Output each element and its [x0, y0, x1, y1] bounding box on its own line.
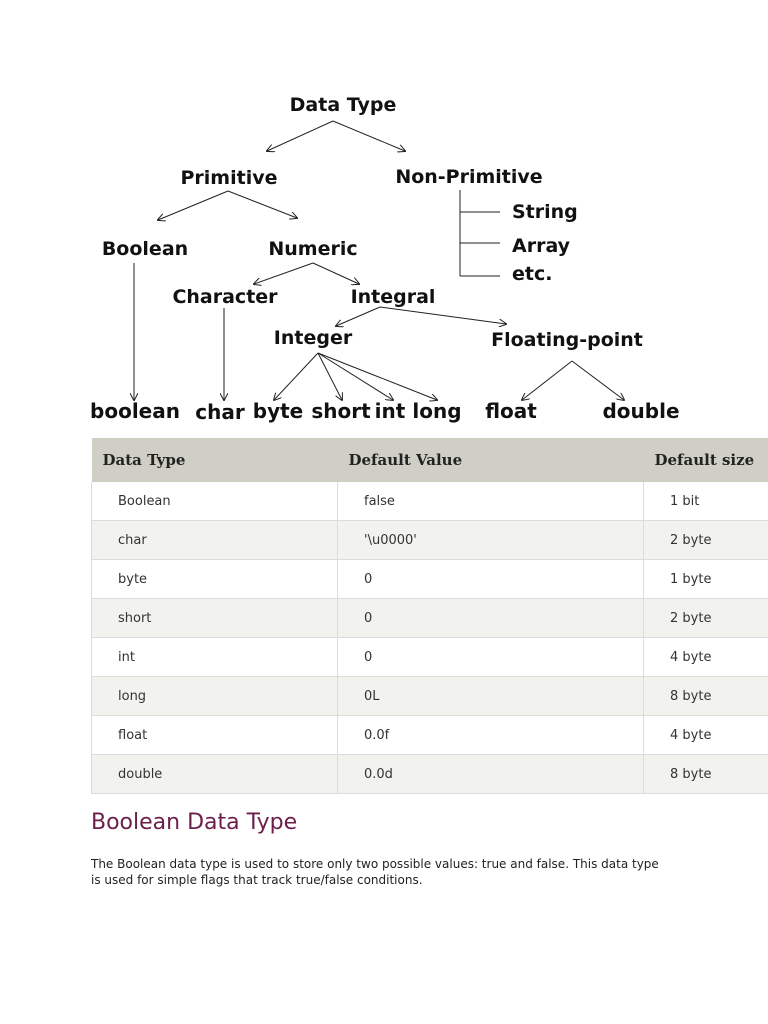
node-array: Array: [512, 235, 571, 257]
edge-numeric-integral: [313, 263, 359, 284]
diagram-nodes: [102, 94, 643, 351]
edge-floating-float: [522, 361, 572, 400]
leaf-double: double: [602, 399, 680, 423]
edge-integral-integer: [336, 307, 380, 326]
leaf-int: int: [374, 399, 406, 423]
cell-data-type: short: [92, 599, 338, 638]
edge-numeric-character: [254, 263, 313, 284]
edge-floating-double: [572, 361, 624, 400]
diagram-edges: [134, 121, 624, 400]
node-character: Character: [172, 286, 278, 308]
cell-default-value: false: [338, 482, 644, 521]
cell-default-value: 0: [338, 599, 644, 638]
cell-default-size: 8 byte: [644, 677, 768, 716]
header-default-value: Default Value: [338, 438, 644, 482]
cell-data-type: Boolean: [92, 482, 338, 521]
cell-default-size: 2 byte: [644, 521, 768, 560]
cell-data-type: byte: [92, 560, 338, 599]
cell-data-type: char: [92, 521, 338, 560]
edge-integer-long: [318, 353, 437, 400]
table-row: [92, 521, 768, 560]
table-row: [92, 755, 768, 794]
node-etc: etc.: [512, 263, 553, 285]
cell-default-size: 1 bit: [644, 482, 768, 521]
node-primitive: Primitive: [180, 167, 278, 189]
header-default-size: Default size: [644, 438, 768, 482]
edge-root-primitive: [267, 121, 333, 151]
table-row: [92, 638, 768, 677]
header-data-type: Data Type: [92, 438, 338, 482]
edge-root-nonprimitive: [333, 121, 405, 151]
cell-default-size: 2 byte: [644, 599, 768, 638]
table-row: [92, 716, 768, 755]
cell-default-size: 4 byte: [644, 716, 768, 755]
node-numeric: Numeric: [268, 238, 358, 260]
edge-integral-floating: [380, 307, 506, 324]
cell-data-type: int: [92, 638, 338, 677]
node-non-primitive: Non-Primitive: [395, 166, 543, 188]
leaf-boolean: boolean: [90, 399, 180, 423]
node-boolean: Boolean: [101, 238, 189, 260]
cell-data-type: double: [92, 755, 338, 794]
edge-primitive-boolean: [158, 191, 228, 220]
table-row: [92, 599, 768, 638]
cell-default-size: 4 byte: [644, 638, 768, 677]
edge-integer-byte: [274, 353, 318, 400]
edge-integer-int: [318, 353, 393, 400]
node-integral: Integral: [350, 286, 436, 308]
leaf-long: long: [412, 399, 462, 423]
leaf-short: short: [311, 399, 371, 423]
cell-data-type: float: [92, 716, 338, 755]
cell-default-value: 0: [338, 638, 644, 677]
table-row: [92, 677, 768, 716]
edge-primitive-numeric: [228, 191, 297, 218]
table-row: [92, 482, 768, 521]
section-paragraph: The Boolean data type is used to store only two possible values: true and false. This data type is used for simple flags that track true/false conditions.: [91, 857, 659, 887]
data-type-table: [91, 438, 768, 794]
data-type-hierarchy-diagram: [0, 0, 768, 440]
diagram-leaves: [90, 399, 679, 424]
cell-data-type: long: [92, 677, 338, 716]
cell-default-value: 0: [338, 560, 644, 599]
leaf-char: char: [195, 400, 245, 424]
node-integer: Integer: [273, 327, 353, 349]
cell-default-value: 0.0d: [338, 755, 644, 794]
table-header-row: [92, 438, 768, 482]
section-heading: Boolean Data Type: [91, 810, 298, 835]
leaf-byte: byte: [252, 399, 304, 423]
cell-default-value: '\u0000': [338, 521, 644, 560]
cell-default-size: 8 byte: [644, 755, 768, 794]
cell-default-value: 0L: [338, 677, 644, 716]
table-row: [92, 560, 768, 599]
node-floating-point: Floating-point: [491, 329, 643, 351]
cell-default-size: 1 byte: [644, 560, 768, 599]
node-string: String: [512, 201, 578, 223]
cell-default-value: 0.0f: [338, 716, 644, 755]
leaf-float: float: [485, 399, 537, 423]
node-data-type: Data Type: [289, 94, 397, 116]
